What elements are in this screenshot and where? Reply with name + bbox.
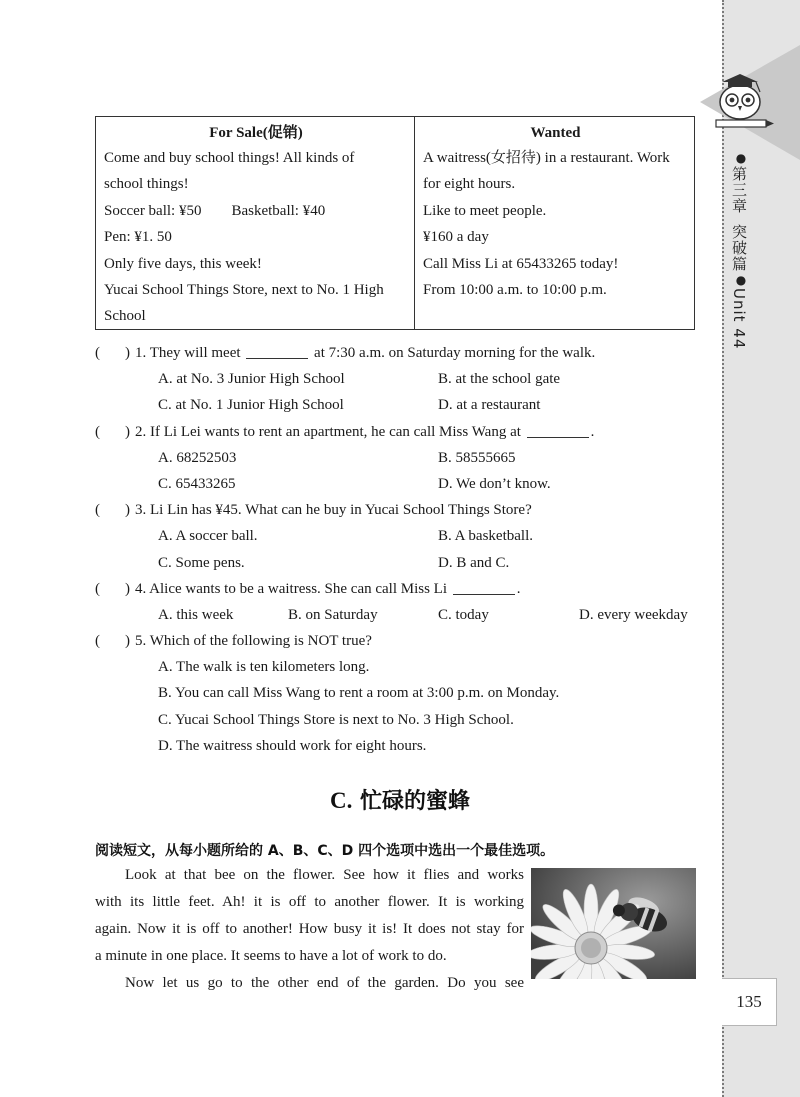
option-b: B. at the school gate — [438, 371, 561, 388]
question-1 — [95, 340, 700, 366]
answer-bracket[interactable] — [95, 628, 135, 654]
question-text-after: . — [516, 580, 521, 597]
answer-bracket[interactable] — [95, 576, 135, 602]
options-row — [95, 733, 700, 759]
wanted-heading: Wanted — [530, 125, 581, 141]
for-sale-ad — [96, 117, 415, 329]
question-text: 3. Li Lin has ¥45. What can he buy in Yucai School Things Store? — [135, 502, 532, 519]
bracket-close: ) — [125, 423, 130, 440]
option-d: D. We don’t know. — [438, 475, 551, 492]
question-text-after: at 7:30 a.m. on Saturday morning for the walk. — [314, 345, 596, 361]
bracket-close: ) — [125, 502, 130, 519]
ad-line: school things! — [104, 176, 189, 193]
question-text: 5. Which of the following is NOT true? — [135, 633, 372, 650]
section-letter: C. — [329, 788, 353, 813]
bracket-open: ( — [95, 633, 100, 650]
option-a: A. this week — [158, 606, 234, 623]
ad-line: From 10:00 a.m. to 10:00 p.m. — [423, 282, 607, 299]
option-b: B. A basketball. — [438, 528, 533, 545]
option-c: C. today — [438, 606, 489, 623]
ad-line: A waitress(女招待) in a restaurant. Work — [423, 150, 670, 166]
bracket-close: ) — [125, 633, 130, 650]
bullet-dot-icon: ● — [735, 273, 747, 287]
for-sale-heading: For Sale(促销) — [209, 125, 303, 141]
passage-line: Look at that bee on the flower. See how it flies and works — [125, 867, 524, 883]
bracket-close: ) — [125, 580, 130, 597]
bracket-close: ) — [125, 345, 130, 361]
option-c: C. Yucai School Things Store is next to No. 3 High School. — [158, 711, 514, 728]
section-title-text: 忙碌的蜜蜂 — [360, 789, 471, 814]
reading-passage — [95, 862, 524, 997]
owl-mascot-icon — [700, 30, 800, 160]
question-2 — [95, 419, 700, 445]
options-row — [95, 523, 700, 549]
option-c: C. at No. 1 Junior High School — [158, 397, 344, 414]
options-row — [95, 550, 700, 576]
question-3 — [95, 497, 700, 523]
options-row — [95, 654, 700, 680]
passage-line: Now let us go to the other end of the garden. Do you see — [125, 975, 524, 991]
options-row — [95, 445, 700, 471]
ad-line: Come and buy school things! All kinds of — [104, 150, 355, 166]
bracket-open: ( — [95, 423, 100, 440]
question-text: 1. They will meet — [135, 345, 241, 361]
unit-label: Unit 44 — [730, 288, 748, 350]
page-number: 135 — [722, 978, 777, 1026]
bullet-dot-icon: ● — [735, 151, 747, 165]
options-row — [95, 602, 700, 628]
chapter-label: 第三章 — [730, 166, 748, 214]
ad-line: Only five days, this week! — [104, 255, 262, 272]
margin-dotted-line — [722, 0, 724, 1097]
answer-blank[interactable] — [453, 579, 515, 595]
option-a: A. A soccer ball. — [158, 528, 258, 545]
bracket-open: ( — [95, 345, 100, 361]
ad-line-prices — [104, 198, 408, 224]
question-list — [95, 340, 700, 759]
answer-blank[interactable] — [527, 422, 589, 438]
option-d: D. The waitress should work for eight hours. — [158, 737, 427, 754]
ad-line: Yucai School Things Store, next to No. 1 High — [104, 282, 384, 299]
answer-bracket[interactable] — [95, 340, 135, 366]
question-text: 4. Alice wants to be a waitress. She can call Miss Li — [135, 580, 448, 597]
instruction-text: 阅读短文，从每小题所给的 A、B、C、D 四个选项中选出一个最佳选项。 — [95, 843, 555, 859]
option-a: A. The walk is ten kilometers long. — [158, 659, 370, 676]
question-text: 2. If Li Lei wants to rent an apartment, he can call Miss Wang at — [135, 423, 521, 440]
option-b: B. 58555665 — [438, 449, 516, 466]
option-d: D. B and C. — [438, 554, 510, 571]
options-row — [95, 707, 700, 733]
ads-table — [95, 116, 695, 330]
answer-blank[interactable] — [246, 343, 308, 359]
option-d: D. every weekday — [579, 606, 688, 623]
question-5 — [95, 628, 700, 654]
option-a: A. at No. 3 Junior High School — [158, 371, 345, 388]
section-c-title — [0, 784, 800, 815]
answer-bracket[interactable] — [95, 419, 135, 445]
ad-line: Call Miss Li at 65433265 today! — [423, 255, 619, 272]
ad-line: for eight hours. — [423, 176, 516, 193]
question-4 — [95, 576, 700, 602]
section-label: 突破篇 — [730, 224, 748, 272]
wanted-ad — [415, 117, 694, 329]
bracket-open: ( — [95, 580, 100, 597]
option-a: A. 68252503 — [158, 449, 237, 466]
question-text-after: . — [590, 423, 595, 440]
option-c: C. 65433265 — [158, 475, 236, 492]
basketball-price: Basketball: ¥40 — [231, 202, 326, 219]
options-row — [95, 366, 700, 392]
options-row — [95, 392, 700, 418]
passage-line: again. Now it is off to another! How busy it is! It does not stay for — [95, 921, 524, 937]
bracket-open: ( — [95, 502, 100, 519]
options-row — [95, 680, 700, 706]
ad-line: Pen: ¥1. 50 — [104, 229, 172, 246]
passage-line: a minute in one place. It seems to have a lot of work to do. — [95, 948, 447, 964]
soccer-ball-price: Soccer ball: ¥50 — [104, 202, 202, 219]
answer-bracket[interactable] — [95, 497, 135, 523]
option-c: C. Some pens. — [158, 554, 245, 571]
side-chapter-title — [730, 150, 752, 349]
passage-line: with its little feet. Ah! it is off to another flower. It is working — [95, 894, 524, 910]
options-row — [95, 471, 700, 497]
option-d: D. at a restaurant — [438, 397, 541, 414]
bee-on-flower-photo — [531, 868, 696, 979]
option-b: B. on Saturday — [288, 606, 378, 623]
ad-line: School — [104, 308, 146, 325]
option-b: B. You can call Miss Wang to rent a room at 3:00 p.m. on Monday. — [158, 685, 560, 702]
ad-line: Like to meet people. — [423, 202, 547, 219]
ad-line: ¥160 a day — [423, 229, 489, 246]
